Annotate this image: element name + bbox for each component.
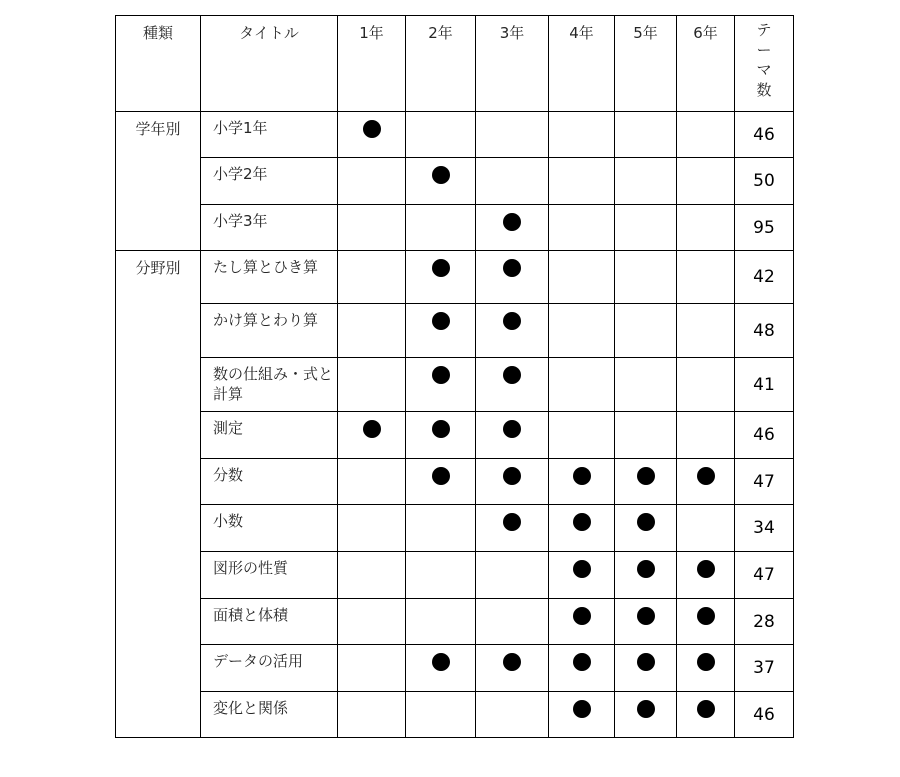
filled-circle-icon bbox=[503, 259, 521, 277]
grade-5-cell bbox=[615, 412, 677, 459]
filled-circle-icon bbox=[697, 607, 715, 625]
header-grade-5: 5年 bbox=[615, 16, 677, 112]
filled-circle-icon bbox=[573, 513, 591, 531]
title-cell: 変化と関係 bbox=[201, 692, 338, 738]
grade-4-cell bbox=[549, 358, 615, 412]
grade-1-cell bbox=[338, 505, 406, 552]
filled-circle-icon bbox=[432, 366, 450, 384]
grade-6-cell bbox=[677, 158, 735, 205]
theme-count-cell: 41 bbox=[735, 358, 794, 412]
filled-circle-icon bbox=[573, 607, 591, 625]
filled-circle-icon bbox=[432, 653, 450, 671]
filled-circle-icon bbox=[637, 653, 655, 671]
grade-4-cell bbox=[549, 205, 615, 251]
header-grade-4: 4年 bbox=[549, 16, 615, 112]
grade-6-cell bbox=[677, 459, 735, 505]
table-row bbox=[116, 459, 794, 505]
grade-6-cell bbox=[677, 112, 735, 158]
filled-circle-icon bbox=[363, 420, 381, 438]
grade-1-cell bbox=[338, 251, 406, 304]
table-row bbox=[116, 505, 794, 552]
grade-4-cell bbox=[549, 112, 615, 158]
filled-circle-icon bbox=[432, 467, 450, 485]
grade-2-cell bbox=[406, 599, 476, 645]
filled-circle-icon bbox=[503, 513, 521, 531]
grade-1-cell bbox=[338, 645, 406, 692]
grade-2-cell bbox=[406, 459, 476, 505]
grade-6-cell bbox=[677, 251, 735, 304]
grade-1-cell bbox=[338, 158, 406, 205]
title-cell: データの活用 bbox=[201, 645, 338, 692]
grade-4-cell bbox=[549, 692, 615, 738]
grade-6-cell bbox=[677, 645, 735, 692]
grade-4-cell bbox=[549, 599, 615, 645]
grade-4-cell bbox=[549, 645, 615, 692]
filled-circle-icon bbox=[503, 213, 521, 231]
grade-2-cell bbox=[406, 251, 476, 304]
filled-circle-icon bbox=[573, 700, 591, 718]
grade-2-cell bbox=[406, 158, 476, 205]
filled-circle-icon bbox=[637, 467, 655, 485]
table-row bbox=[116, 112, 794, 158]
grade-5-cell bbox=[615, 358, 677, 412]
header-grade-1: 1年 bbox=[338, 16, 406, 112]
grade-3-cell bbox=[476, 505, 549, 552]
table-body bbox=[116, 112, 794, 738]
grade-5-cell bbox=[615, 112, 677, 158]
title-cell: 面積と体積 bbox=[201, 599, 338, 645]
grade-5-cell bbox=[615, 304, 677, 358]
grade-6-cell bbox=[677, 304, 735, 358]
grade-6-cell bbox=[677, 552, 735, 599]
table-row bbox=[116, 692, 794, 738]
grade-5-cell bbox=[615, 251, 677, 304]
header-grade-2: 2年 bbox=[406, 16, 476, 112]
category-cell: 分野別 bbox=[116, 251, 201, 738]
grade-5-cell bbox=[615, 552, 677, 599]
grade-2-cell bbox=[406, 505, 476, 552]
filled-circle-icon bbox=[697, 653, 715, 671]
grade-6-cell bbox=[677, 599, 735, 645]
grade-4-cell bbox=[549, 505, 615, 552]
filled-circle-icon bbox=[573, 560, 591, 578]
header-theme-count-char: ー bbox=[756, 41, 772, 59]
header-theme-count bbox=[735, 16, 794, 112]
theme-count-cell: 46 bbox=[735, 112, 794, 158]
filled-circle-icon bbox=[697, 467, 715, 485]
grade-5-cell bbox=[615, 645, 677, 692]
theme-count-cell: 46 bbox=[735, 692, 794, 738]
theme-count-cell: 42 bbox=[735, 251, 794, 304]
grade-6-cell bbox=[677, 358, 735, 412]
curriculum-table bbox=[115, 15, 794, 738]
grade-3-cell bbox=[476, 645, 549, 692]
grade-4-cell bbox=[549, 459, 615, 505]
grade-1-cell bbox=[338, 358, 406, 412]
header-theme-count-char: テ bbox=[756, 21, 772, 39]
filled-circle-icon bbox=[503, 312, 521, 330]
grade-4-cell bbox=[549, 251, 615, 304]
grade-5-cell bbox=[615, 505, 677, 552]
grade-2-cell bbox=[406, 645, 476, 692]
table-row bbox=[116, 412, 794, 459]
filled-circle-icon bbox=[363, 120, 381, 138]
grade-5-cell bbox=[615, 205, 677, 251]
grade-3-cell bbox=[476, 459, 549, 505]
theme-count-cell: 47 bbox=[735, 459, 794, 505]
table-row bbox=[116, 304, 794, 358]
grade-3-cell bbox=[476, 158, 549, 205]
filled-circle-icon bbox=[637, 700, 655, 718]
filled-circle-icon bbox=[432, 420, 450, 438]
theme-count-cell: 37 bbox=[735, 645, 794, 692]
grade-2-cell bbox=[406, 112, 476, 158]
filled-circle-icon bbox=[637, 607, 655, 625]
filled-circle-icon bbox=[432, 259, 450, 277]
grade-2-cell bbox=[406, 412, 476, 459]
table-row bbox=[116, 358, 794, 412]
table-row bbox=[116, 205, 794, 251]
title-cell: 測定 bbox=[201, 412, 338, 459]
grade-4-cell bbox=[549, 552, 615, 599]
grade-6-cell bbox=[677, 205, 735, 251]
title-cell: かけ算とわり算 bbox=[201, 304, 338, 358]
header-grade-6: 6年 bbox=[677, 16, 735, 112]
grade-2-cell bbox=[406, 205, 476, 251]
grade-2-cell bbox=[406, 358, 476, 412]
grade-3-cell bbox=[476, 304, 549, 358]
grade-1-cell bbox=[338, 599, 406, 645]
filled-circle-icon bbox=[573, 653, 591, 671]
header-grade-3: 3年 bbox=[476, 16, 549, 112]
title-cell: たし算とひき算 bbox=[201, 251, 338, 304]
grade-3-cell bbox=[476, 692, 549, 738]
title-cell: 分数 bbox=[201, 459, 338, 505]
grade-5-cell bbox=[615, 158, 677, 205]
filled-circle-icon bbox=[697, 560, 715, 578]
grade-3-cell bbox=[476, 412, 549, 459]
grade-4-cell bbox=[549, 412, 615, 459]
grade-1-cell bbox=[338, 692, 406, 738]
header-category: 種類 bbox=[116, 16, 201, 112]
table-row bbox=[116, 599, 794, 645]
grade-3-cell bbox=[476, 251, 549, 304]
grade-4-cell bbox=[549, 304, 615, 358]
grade-5-cell bbox=[615, 459, 677, 505]
grade-6-cell bbox=[677, 505, 735, 552]
grade-3-cell bbox=[476, 552, 549, 599]
category-cell: 学年別 bbox=[116, 112, 201, 251]
header-theme-count-char: 数 bbox=[756, 81, 772, 99]
title-cell: 小学1年 bbox=[201, 112, 338, 158]
grade-3-cell bbox=[476, 599, 549, 645]
filled-circle-icon bbox=[573, 467, 591, 485]
grade-3-cell bbox=[476, 358, 549, 412]
filled-circle-icon bbox=[503, 366, 521, 384]
grade-1-cell bbox=[338, 552, 406, 599]
header-title: タイトル bbox=[201, 16, 338, 112]
grade-1-cell bbox=[338, 205, 406, 251]
grade-5-cell bbox=[615, 692, 677, 738]
title-cell: 小数 bbox=[201, 505, 338, 552]
grade-3-cell bbox=[476, 205, 549, 251]
table-row bbox=[116, 552, 794, 599]
filled-circle-icon bbox=[432, 166, 450, 184]
title-cell: 小学3年 bbox=[201, 205, 338, 251]
grade-6-cell bbox=[677, 692, 735, 738]
header-row bbox=[116, 16, 794, 112]
theme-count-cell: 48 bbox=[735, 304, 794, 358]
theme-count-cell: 46 bbox=[735, 412, 794, 459]
filled-circle-icon bbox=[637, 513, 655, 531]
filled-circle-icon bbox=[432, 312, 450, 330]
theme-count-cell: 34 bbox=[735, 505, 794, 552]
grade-1-cell bbox=[338, 459, 406, 505]
filled-circle-icon bbox=[503, 467, 521, 485]
filled-circle-icon bbox=[637, 560, 655, 578]
grade-2-cell bbox=[406, 304, 476, 358]
table-row bbox=[116, 645, 794, 692]
theme-count-cell: 28 bbox=[735, 599, 794, 645]
grade-1-cell bbox=[338, 412, 406, 459]
header-theme-count-char: マ bbox=[756, 61, 772, 79]
theme-count-cell: 50 bbox=[735, 158, 794, 205]
grade-1-cell bbox=[338, 112, 406, 158]
filled-circle-icon bbox=[697, 700, 715, 718]
grade-5-cell bbox=[615, 599, 677, 645]
grade-6-cell bbox=[677, 412, 735, 459]
theme-count-cell: 95 bbox=[735, 205, 794, 251]
table-row bbox=[116, 158, 794, 205]
grade-3-cell bbox=[476, 112, 549, 158]
grade-4-cell bbox=[549, 158, 615, 205]
filled-circle-icon bbox=[503, 653, 521, 671]
theme-count-cell: 47 bbox=[735, 552, 794, 599]
title-cell: 図形の性質 bbox=[201, 552, 338, 599]
grade-2-cell bbox=[406, 692, 476, 738]
title-cell: 小学2年 bbox=[201, 158, 338, 205]
grade-2-cell bbox=[406, 552, 476, 599]
table-row bbox=[116, 251, 794, 304]
grade-1-cell bbox=[338, 304, 406, 358]
filled-circle-icon bbox=[503, 420, 521, 438]
title-cell: 数の仕組み・式と計算 bbox=[201, 358, 338, 412]
